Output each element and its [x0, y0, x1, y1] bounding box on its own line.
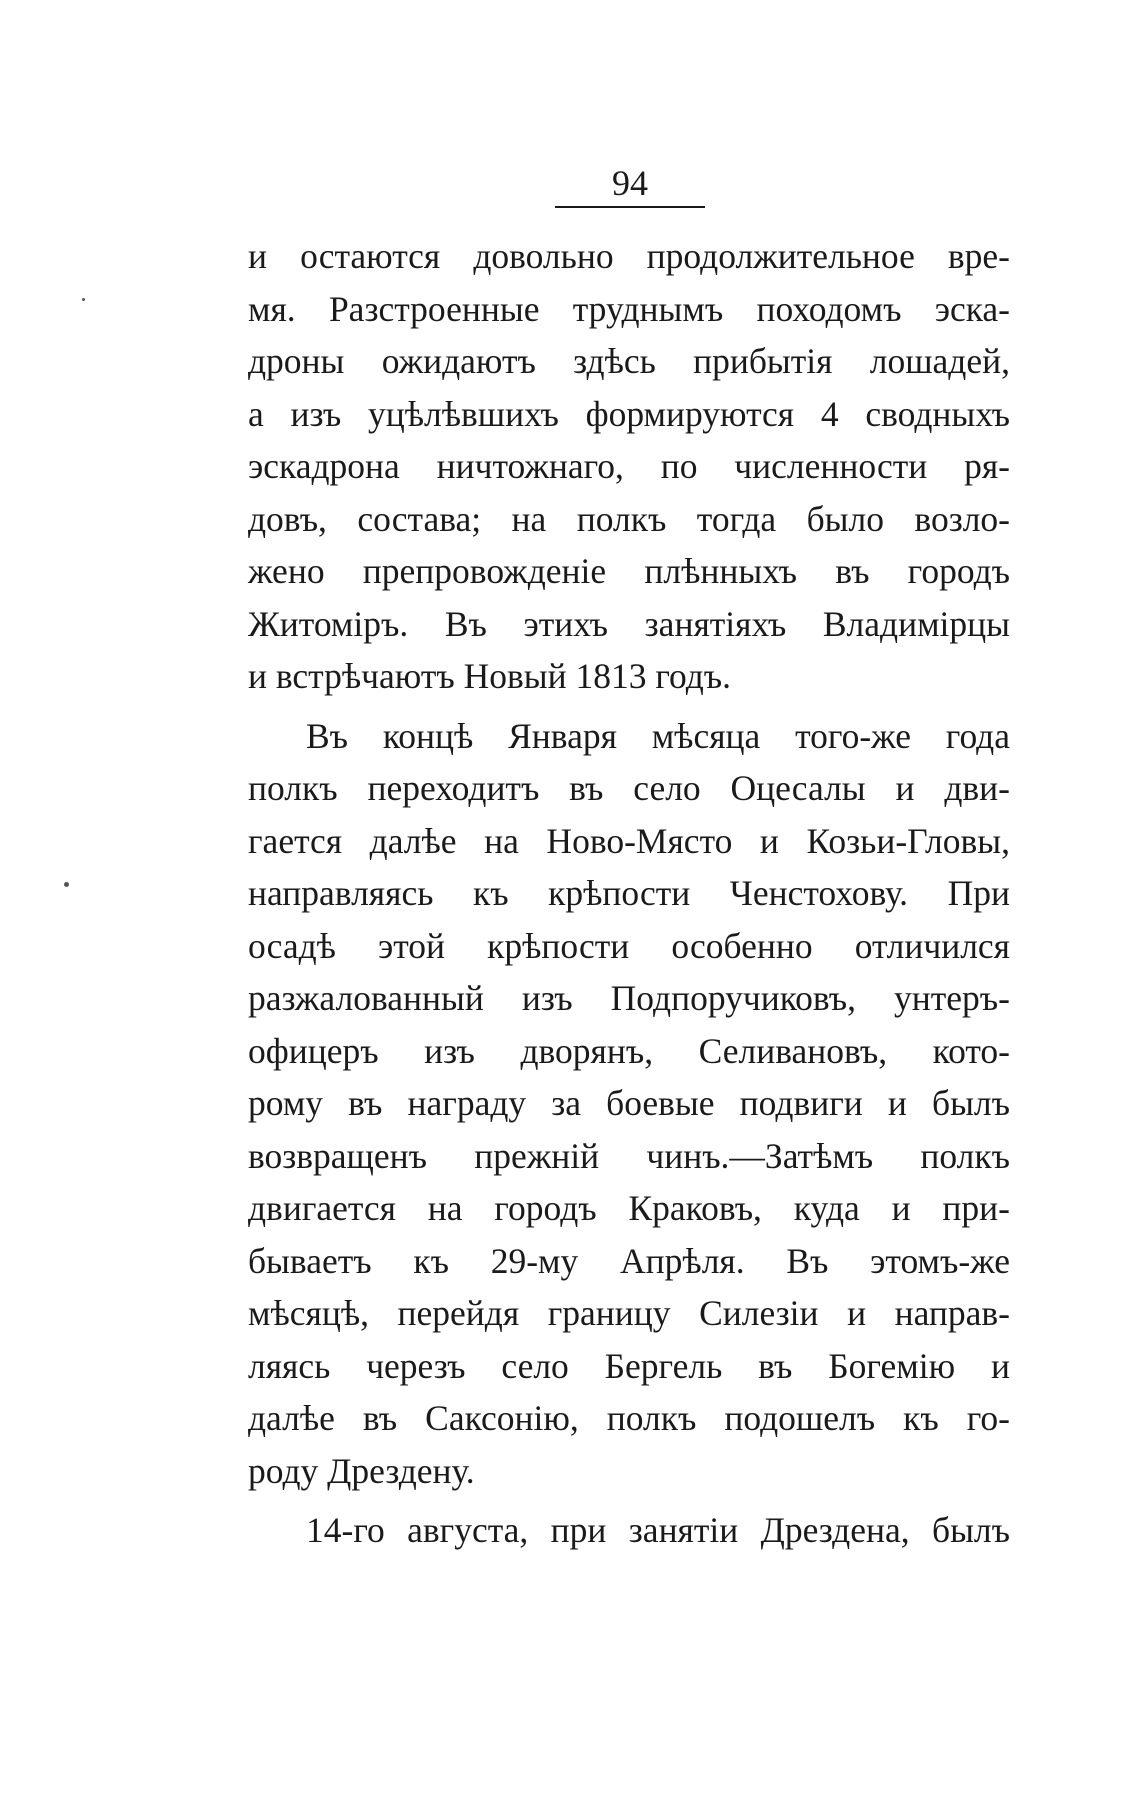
text-line: ляясь черезъ село Бергель въ Богемію и: [248, 1345, 1010, 1386]
text-line: довъ, состава; на полкъ тогда было возло-: [248, 498, 1010, 539]
page-header: [555, 162, 705, 214]
text-line: бываетъ къ 29-му Апрѣля. Въ этомъ-же: [248, 1240, 1010, 1281]
text-line: возвращенъ прежній чинъ.—Затѣмъ полкъ: [248, 1135, 1010, 1176]
text-line: эскадрона ничтожнаго, по численности ря-: [248, 446, 1010, 486]
text-line: далѣе въ Саксонію, полкъ подошелъ къ го-: [248, 1398, 1010, 1438]
text-line: гается далѣе на Ново-Място и Козьи-Гловы,: [248, 820, 1010, 861]
text-line: двигается на городъ Краковъ, куда и при-: [248, 1188, 1010, 1228]
text-line: дроны ожидаютъ здѣсь прибытія лошадей,: [248, 341, 1010, 381]
text-line: а изъ уцѣлѣвшихъ формируются 4 сводныхъ: [248, 393, 1010, 434]
header-rule: [555, 206, 705, 208]
text-line: и встрѣчаютъ Новый 1813 годъ.: [248, 656, 732, 696]
text-line: 14-го августа, при занятіи Дрездена, былъ: [306, 1510, 1010, 1550]
text-line: рому въ награду за боевые подвиги и былъ: [248, 1083, 1010, 1123]
text-line: роду Дрездену.: [248, 1450, 475, 1491]
text-line: Житоміръ. Въ этихъ занятіяхъ Владимірцы: [248, 603, 1010, 644]
text-line: полкъ переходитъ въ село Оцесалы и дви-: [248, 768, 1010, 808]
page-number: 94: [612, 163, 648, 203]
scan-speck: [82, 298, 85, 301]
body-text: [248, 230, 1010, 1557]
text-line: осадѣ этой крѣпости особенно отличился: [248, 925, 1010, 966]
text-line: разжалованный изъ Подпоручиковъ, унтеръ-: [248, 978, 1010, 1018]
scan-speck: [64, 882, 69, 887]
text-line: Въ концѣ Января мѣсяца того-же года: [306, 715, 1010, 756]
text-line: жено препровожденіе плѣнныхъ въ городъ: [248, 551, 1010, 591]
text-line: офицеръ изъ дворянъ, Селивановъ, кото-: [248, 1030, 1010, 1071]
text-line: мѣсяцѣ, перейдя границу Силезіи и направ-: [248, 1293, 1010, 1333]
text-line: и остаются довольно продолжительное вре-: [248, 236, 1010, 276]
text-line: мя. Разстроенные труднымъ походомъ эска-: [248, 288, 1010, 329]
text-line: направляясь къ крѣпости Ченстохову. При: [248, 873, 1010, 913]
